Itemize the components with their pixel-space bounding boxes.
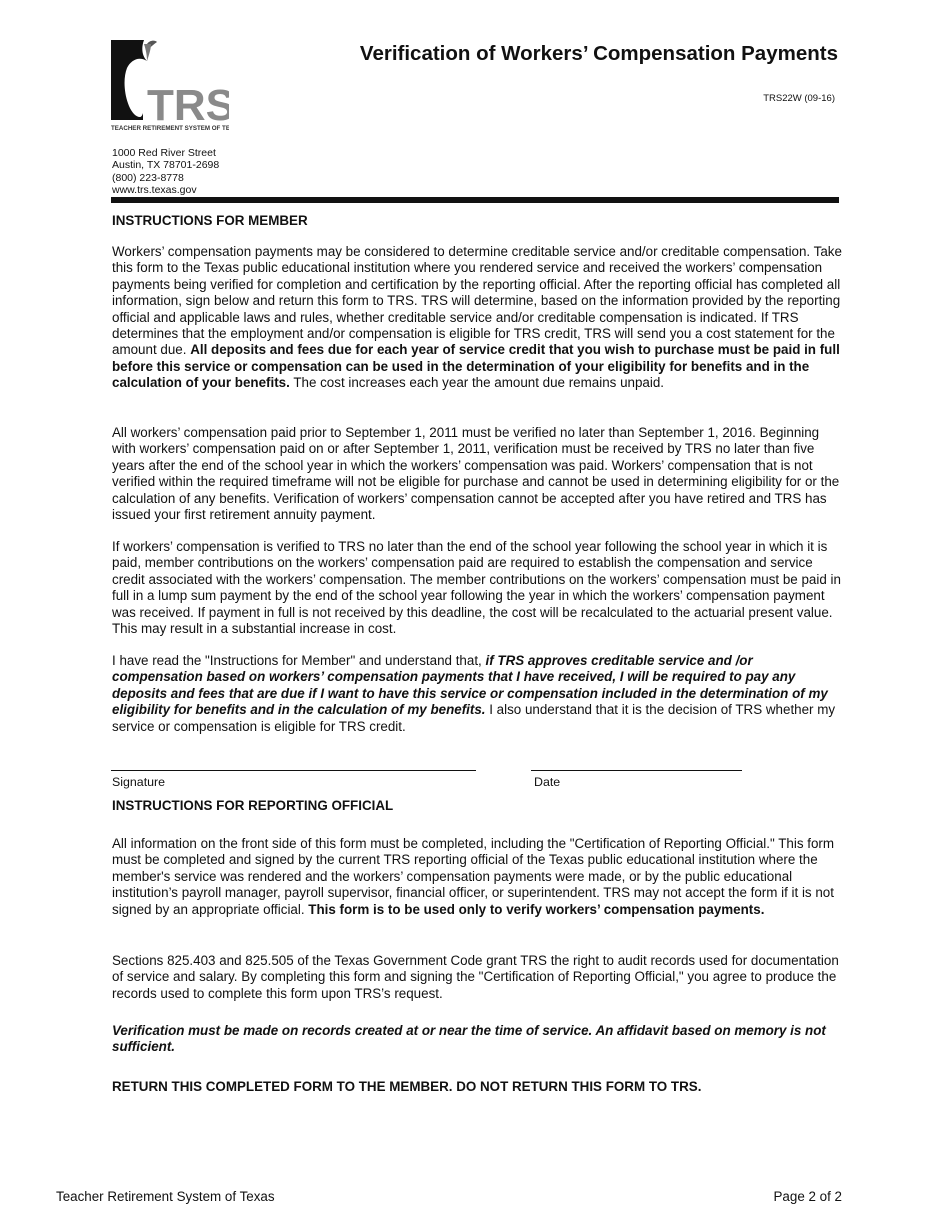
header-divider bbox=[111, 197, 839, 203]
date-label: Date bbox=[534, 775, 561, 789]
address-line: 1000 Red River Street bbox=[112, 147, 216, 159]
member-paragraph-1: Workers’ compensation payments may be considered to determine creditable service and/or creditable compensation. Take this form to the Texas public educational institution where you rendered service and received the workers’ compensation payments being verified for completion and certification by the reporting official. After the reporting official has completed all information, sign below and return this form to TRS. TRS will determine, based on the information provided by the reporting official and applicable laws and rules, whether creditable service and/or creditable compensation is indicated. If TRS determines that the employment and/or compensation is eligible for TRS credit, TRS will send you a cost statement for the amount due. All deposits and fees due for each year of service credit that you wish to purchase must be paid in full before this service or compensation can be used in the determination of your eligibility for benefits and in the calculation of your benefits. The cost increases each year the amount due remains unpaid. bbox=[112, 244, 842, 391]
official-paragraph-2: Sections 825.403 and 825.505 of the Texas Government Code grant TRS the right to audit records used for documentation of service and salary. By completing this form and signing the "Certification of Reporting Official," you agree to produce the records used to complete this form upon TRS’s request. bbox=[112, 953, 839, 1001]
svg-text:TRS: TRS bbox=[147, 81, 229, 130]
form-code: TRS22W (09-16) bbox=[763, 93, 835, 104]
svg-text:TEACHER RETIREMENT SYSTEM OF T: TEACHER RETIREMENT SYSTEM OF TE bbox=[111, 125, 229, 132]
phone-line: (800) 223-8778 bbox=[112, 171, 184, 184]
address-block bbox=[112, 147, 219, 197]
official-paragraph-3: Verification must be made on records created at or near the time of service. An affidavit based on memory is not sufficient. bbox=[112, 1023, 826, 1055]
signature-line[interactable] bbox=[111, 770, 476, 771]
signature-label: Signature bbox=[112, 775, 166, 789]
official-instructions-heading: INSTRUCTIONS FOR REPORTING OFFICIAL bbox=[112, 798, 394, 813]
date-line[interactable] bbox=[531, 770, 742, 771]
form-title: Verification of Workers’ Compensation Payments bbox=[359, 42, 838, 65]
page-number: Page 2 of 2 bbox=[773, 1189, 842, 1204]
member-paragraph-3: If workers’ compensation is verified to TRS no later than the end of the school year following the school year in which it is paid, member contributions on the workers’ compensation paid are required to establish the compensation and service credit associated with the workers’ compensation. The member contributions on the workers’ compensation must be paid in full in a lump sum payment by the end of the school year following the year in which the workers’ compensation payment was received. If payment in full is not received by this deadline, the cost will be recalculated to the actuarial present value. This may result in a substantial increase in cost. bbox=[112, 539, 841, 637]
website-line: www.trs.texas.gov bbox=[112, 184, 197, 197]
return-instruction: RETURN THIS COMPLETED FORM TO THE MEMBER. DO NOT RETURN THIS FORM TO TRS. bbox=[112, 1079, 702, 1094]
member-paragraph-4: I have read the "Instructions for Member" and understand that, if TRS approves creditable service and /or compensation based on workers’ compensation payments that I have received, I will be required to pay any deposits and fees that are due if I want to have this service or compensation included in the determination of my eligibility for benefits and in the calculation of my benefits. I also understand that it is the decision of TRS whether my service or compensation is eligible for TRS credit. bbox=[112, 653, 836, 734]
trs-logo bbox=[111, 40, 229, 132]
member-paragraph-2: All workers’ compensation paid prior to September 1, 2011 must be verified no later than September 1, 2016. Beginning with workers’ compensation paid on or after September 1, 2011, verification must be received by TRS no later than five years after the end of the school year in which the workers’ compensation was paid. Workers’ compensation that is not verified within the required timeframe will not be eligible for purchase and cannot be used in determining eligibility for or the calculation of any benefits. Verification of workers’ compensation cannot be accepted after you have retired and TRS has issued your first retirement annuity payment. bbox=[112, 425, 840, 523]
official-paragraph-1: All information on the front side of this form must be completed, including the "Certification of Reporting Official." This form must be completed and signed by the current TRS reporting official of the Texas public educational institution where the member's service was rendered and the workers’ compensation payments were made, or by the public educational institution’s payroll manager, payroll supervisor, financial officer, or superintendent. TRS may not accept the form if it is not signed by an appropriate official. This form is to be used only to verify workers’ compensation payments. bbox=[112, 836, 835, 917]
footer-organization: Teacher Retirement System of Texas bbox=[56, 1189, 275, 1204]
member-instructions-heading: INSTRUCTIONS FOR MEMBER bbox=[112, 213, 308, 228]
address-line: Austin, TX 78701-2698 bbox=[112, 159, 220, 172]
